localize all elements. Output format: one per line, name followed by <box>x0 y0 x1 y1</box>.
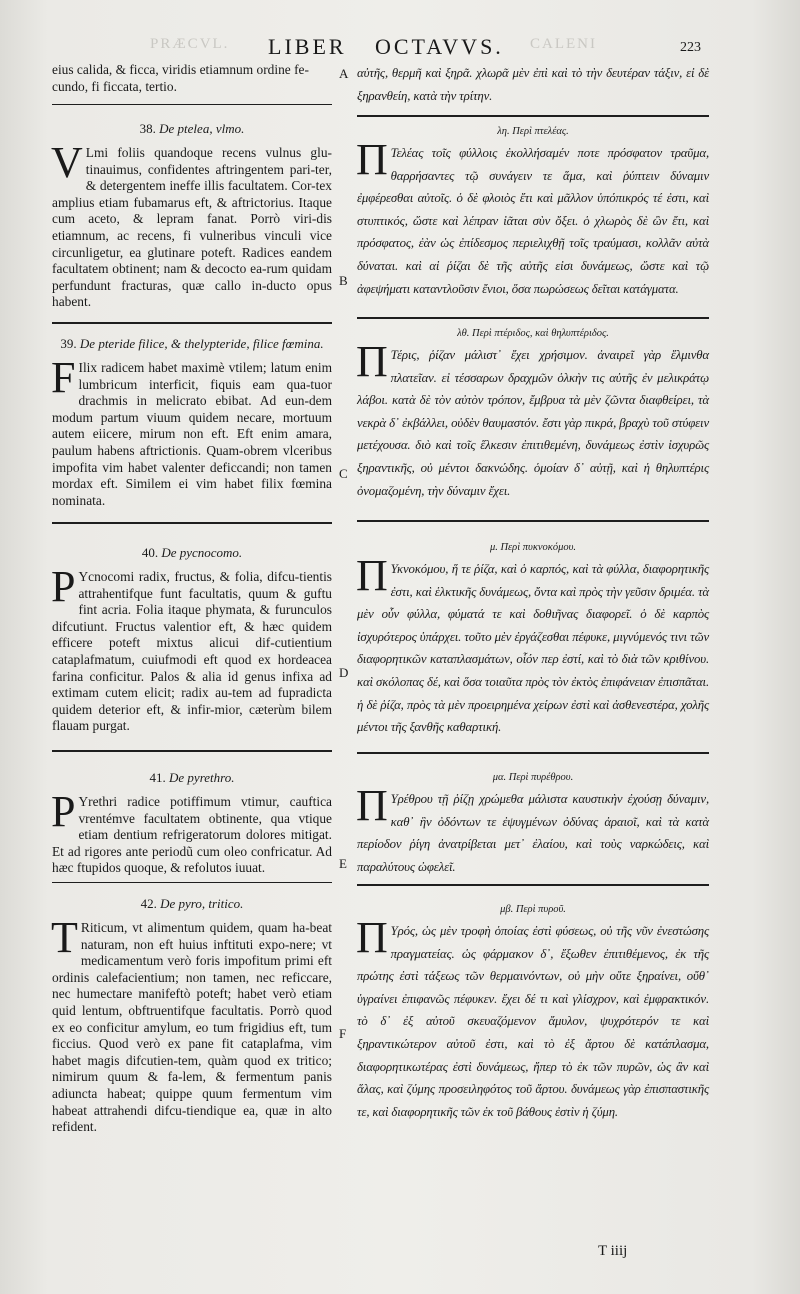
drop-cap: F <box>51 353 76 402</box>
greek-section-40 <box>357 542 709 739</box>
margin-letter: C <box>339 466 348 481</box>
section-rule <box>357 520 709 522</box>
section-heading: μα. Περὶ πυρέθρου. <box>492 772 574 783</box>
drop-cap: Π <box>356 337 388 386</box>
section-text: Υκνοκόμου, ἥ τε ῥίζα, καὶ ὁ καρπός, καὶ τὰ φύλλα, διαφορητικῆς ἐστι, καὶ ἑλκτικῆς δυνάμεως, ὄντα καὶ πρὸς τὴν γεῦσιν δριμέα. τὰ μὲν οὖν φύλλα, φύματά τε καὶ δοθιῆνας διαφορεῖ. ὁ δὲ καρπὸς ἰσχυρότερος ὑπάρχει. τοῦτο μὲν ἐργάζεσθαι πέφυκε, μιγνύμενός τινι τῶν διαφορητικῶν καταπλασμάτων, οἷόν περ ἐστί, καὶ τὸ διὰ τῶν κριθίνου. καὶ σκόλοπας δέ, καὶ ὅσα τοιαῦτα πρὸς τὸν ἐκτὸς ἐπιφάνειαν ἐπισπᾶται. ἡ δὲ ῥίζα, πρὸς τὰ μὲν προειρημένα χείρων ἐστὶ καὶ ἀσθενεστέρα, χολῆς μέντοι τῆς ξανθῆς καθαρτική. <box>357 562 709 735</box>
section-number: 39. <box>60 336 77 351</box>
latin-section-41 <box>52 770 332 877</box>
latin-section-42 <box>52 896 332 1136</box>
section-text: Τελέας τοῖς φύλλοις ἐκολλήσαμέν ποτε πρόσφατον τραῦμα, θαρρήσαντες τῷ συνάγειν τε ἅμα, καὶ ῥύπτειν δύναμιν ἐμφέρεσθαι αὐτοῖς. ὁ δὲ φλοιὸς ἔτι καὶ μᾶλλον ὑπόπικρός τέ ἐστι, καὶ στυπτικός, ὥστε καὶ λέπραν ἰᾶται σὺν ὄξει. ὁ χλωρὸς δὲ ὢν ἔτι, καὶ πρόσφατος, ἐὰν ὡς ἐπίδεσμος περιελιχθῇ τοῖς τραύμασι, κολλᾶν αὐτὰ δύναται. καὶ αἱ ῥίζαι δὲ τῆς αὐτῆς εἰσι δυνάμεως, ὥστε καὶ τῷ ἀφεψήματι καταντλοῦσιν ἔνιοι, ὅσα πωρώσεως δεῖται κατάγματα. <box>357 146 709 296</box>
greek-section-41 <box>357 772 709 878</box>
section-number: 41. <box>149 770 166 785</box>
section-title: De pyro, tritico. <box>160 896 244 911</box>
margin-letter: E <box>339 856 347 871</box>
section-text: Riticum, vt alimentum quidem, quam ha-beat naturam, non eft huius inftituti expo-nere; vt medicamentum verò foris impofitum primi eft ordinis calefacientium; non tamen, nec reficcare, nec humectare manifeftò poteft; habet verò etiam quid lentum, obftruentifque facultatis. Porrò quod ex eo conficitur amylum, eo tum frigidius eft, tum ficcius. Quod verò ex pane fit cataplafma, vim habet magis difcutien-tem, quàm quod ex tritico; nimirum quum & fa-lem, & fermentum panis adiuncta habeat; quippe quum fermentum vim habeat attrahendi difcu-tiendique ea, quæ in alto refident. <box>52 920 332 1135</box>
section-heading: μ. Περὶ πυκνοκόμου. <box>489 542 577 553</box>
drop-cap: P <box>51 562 76 611</box>
section-heading <box>52 121 332 137</box>
section-text: Yrethri radice potiffimum vtimur, cauftica vrentémve facultatem obtinente, qua vtique etiam dentium refrigeratorum dolores mitigat. Et ad rigores ante periodũ cum oleo confricatur. Ad hæc ftupidos quoque, & refolutos iuuat. <box>52 794 332 876</box>
section-title: De pteride filice, & thelypteride, filice fœmina. <box>79 336 324 351</box>
greek-intro <box>357 62 709 107</box>
section-heading <box>52 545 332 561</box>
section-rule <box>52 104 332 105</box>
section-rule <box>357 115 709 117</box>
section-rule <box>357 752 709 754</box>
drop-cap: T <box>51 913 78 962</box>
section-title: De ptelea, vlmo. <box>159 121 245 136</box>
section-title: De pyrethro. <box>169 770 235 785</box>
section-rule <box>52 882 332 883</box>
section-heading <box>52 336 332 352</box>
margin-letter: A <box>339 66 349 81</box>
section-text: Ilix radicem habet maximè vtilem; latum enim lumbricum interficit, fiquis eam qua-tuor drachmis in melicrato ebibat. Ad eun-dem modum partum viuum quidem necare, mortuum autem eiicere, mirum non eft. Eft enim amara, paulum habens aftrictionis. Quam-obrem vlceribus impofita vim habet valenter deficcandi; non tamen mordax eft. Similem ei vim habet filix fœmina nominata. <box>52 360 332 508</box>
margin-letter: F <box>339 1026 347 1041</box>
drop-cap: Π <box>356 913 388 962</box>
latin-intro <box>52 62 332 95</box>
section-number: 42. <box>140 896 157 911</box>
section-heading <box>52 896 332 912</box>
section-heading: λθ. Περὶ πτέριδος, καὶ θηλυπτέριδος. <box>457 328 609 339</box>
running-head-left: LIBER <box>268 34 347 59</box>
section-number: 38. <box>139 121 156 136</box>
latin-section-38 <box>52 121 332 311</box>
drop-cap: Π <box>356 781 388 830</box>
section-title: De pycnocomo. <box>161 545 243 560</box>
section-heading: λη. Περὶ πτελέας. <box>497 126 569 137</box>
running-head-right: OCTAVVS. <box>375 34 504 59</box>
section-text: Τέρις, ῥίζαν μάλιστ᾿ ἔχει χρήσιμον. ἀναιρεῖ γὰρ ἕλμινθα πλατεῖαν. εἰ τέσσαρων δραχμῶν ὁλκὴν τις αὐτῆς ἐν μελικράτῳ λάβοι. κατὰ δὲ τὸν αὐτὸν τρόπον, ἔμβρυα τὰ μὲν ζῶντα διαφθείρει, τὰ νεκρὰ δ᾿ ἐκβάλλει, οὐδὲν θαυμαστόν. ἔστι γὰρ πικρά, βραχὺ τοῦ στύφειν μετέχουσα. διὸ καὶ τοῖς ἕλκεσιν ἐπιτιθεμένη, δυνάμεως ἐστὶν ἰσχυρῶς ξηραντικῆς, οὐ μέντοι δακνώδης. ὁμοίαν δ᾿ αὐτῇ, καὶ ἡ θηλυπτέρις ὀνομαζομένη, τὴν δύναμιν ἔχει. <box>357 348 709 498</box>
intro-text: eius calida, & ficca, viridis etiamnum ordine fe-cundo, fi ficcata, tertio. <box>52 62 309 94</box>
drop-cap: Π <box>356 551 388 600</box>
section-text: Ycnocomi radix, fructus, & folia, difcu-tientis attrahentifque funt facultatis, quum & guftu fint acria. Folia itaque phymata, & furunculos difcutiunt. Fructus valentior eft, & hæc quidem efficere poteft mixtus alicui dif-cutientium cataplafmatum, cuiufmodi eft quod ex hordeacea farina conficitur. Palos & alia id genus infixa ad extimam cutem elicit; radix au-tem ad fupradicta quidem deterior eft, & infir-mior, cæterùm bilem flauam purgat. <box>52 569 332 734</box>
section-text: Lmi foliis quandoque recens vulnus glu-tinauimus, confidentes aftringentem pari-ter, & detergentem ineffe illis facultatem. Cor-tex amplius etiam fubamarus eft, & aftrictorius. Itaque cum aceto, & lepram fanat. Porrò viri-dis etiamnum, ac recens, fi vulneribus vinculi vice circunligetur, ea glutinare poteft. Radices eandem facultatem obtinent; nam & decocto ea-rum quidam perfundunt fracturas, quæ callo in-ducto opus habent. <box>52 145 332 310</box>
running-header <box>0 30 800 60</box>
greek-section-42 <box>357 904 709 1123</box>
drop-cap: Π <box>356 135 388 184</box>
section-rule <box>52 322 332 324</box>
section-rule <box>357 317 709 319</box>
section-number: 40. <box>141 545 159 560</box>
greek-section-39 <box>357 328 709 502</box>
bleed-through-decoration: CALENI <box>530 36 597 52</box>
page-number: 223 <box>680 40 701 55</box>
bleed-through-decoration: PRÆCVL. <box>150 36 230 52</box>
latin-section-39 <box>52 336 332 509</box>
latin-section-40 <box>52 545 332 735</box>
section-rule <box>52 522 332 524</box>
section-text: Υρός, ὡς μὲν τροφὴ ὁποίας ἐστὶ φύσεως, οὐ τῆς νῦν ἐνεστώσης πραγματείας. ὡς φάρμακον δ᾿, ἔξωθεν ἐπιτιθέμενος, ἐκ τῆς πρώτης ἐστὶ τάξεως τῶν θερμαινόντων, οὐ μὴν οὔτε ξηραίνει, οὔθ᾿ ὑγραίνει ἐπιφανῶς πέφυκεν. ἔχει δέ τι καὶ γλίσχρον, καὶ ἐμφρακτικόν. τὸ δ᾿ ἐξ αὐτοῦ σκευαζόμενον ἄμυλον, ψυχρότερόν τε καὶ ξηραντικώτερον αὐτοῦ ἐστι, καὶ τὸ ἐξ ἄρτου δὲ κατάπλασμα, διαφορητικωτέρας ἐστὶ δυνάμεως, ἤπερ τὸ ἐκ τῶν πυρῶν, ὡς ἂν καὶ ἅλας, καὶ ζύμης προσειληφότος τοῦ ἄρτου. δυνάμεως γὰρ ἐπισπαστικῆς τε, καὶ διαφορητικῆς τῶν ἐκ τοῦ βάθους ἐστὶν ἡ ζύμη. <box>357 924 709 1119</box>
margin-letter: D <box>339 665 349 680</box>
signature-mark: T iiij <box>598 1243 628 1259</box>
margin-letter: B <box>339 273 348 288</box>
section-heading <box>52 770 332 786</box>
intro-text: αὐτῆς, θερμῆ καὶ ξηρᾶ. χλωρᾶ μὲν ἐπὶ καὶ τὸ τὴν δευτέραν τάξιν, εἰ δὲ ξηρανθείη, κατὰ τὴν τρίτην. <box>357 66 709 103</box>
section-heading: μβ. Περὶ πυροῦ. <box>500 904 566 915</box>
drop-cap: P <box>51 787 76 836</box>
section-rule <box>357 884 709 886</box>
greek-section-38 <box>357 126 709 300</box>
section-text: Υρέθρου τῇ ῥίζῃ χρώμεθα μάλιστα καυστικὴν ἐχούσῃ δύναμιν, καθ᾿ ἣν ὀδόντων τε ἐψυγμένων ὀδύνας ἀραιοῖ, καὶ τὰ κατὰ περίοδον ῥίγη ἀνατρίβεται μετ᾿ ἐλαίου, καὶ τοὺς ναρκώδεις, καὶ παραλύτους ὠφελεῖ. <box>357 792 709 874</box>
section-rule <box>52 750 332 752</box>
drop-cap: V <box>51 138 83 187</box>
